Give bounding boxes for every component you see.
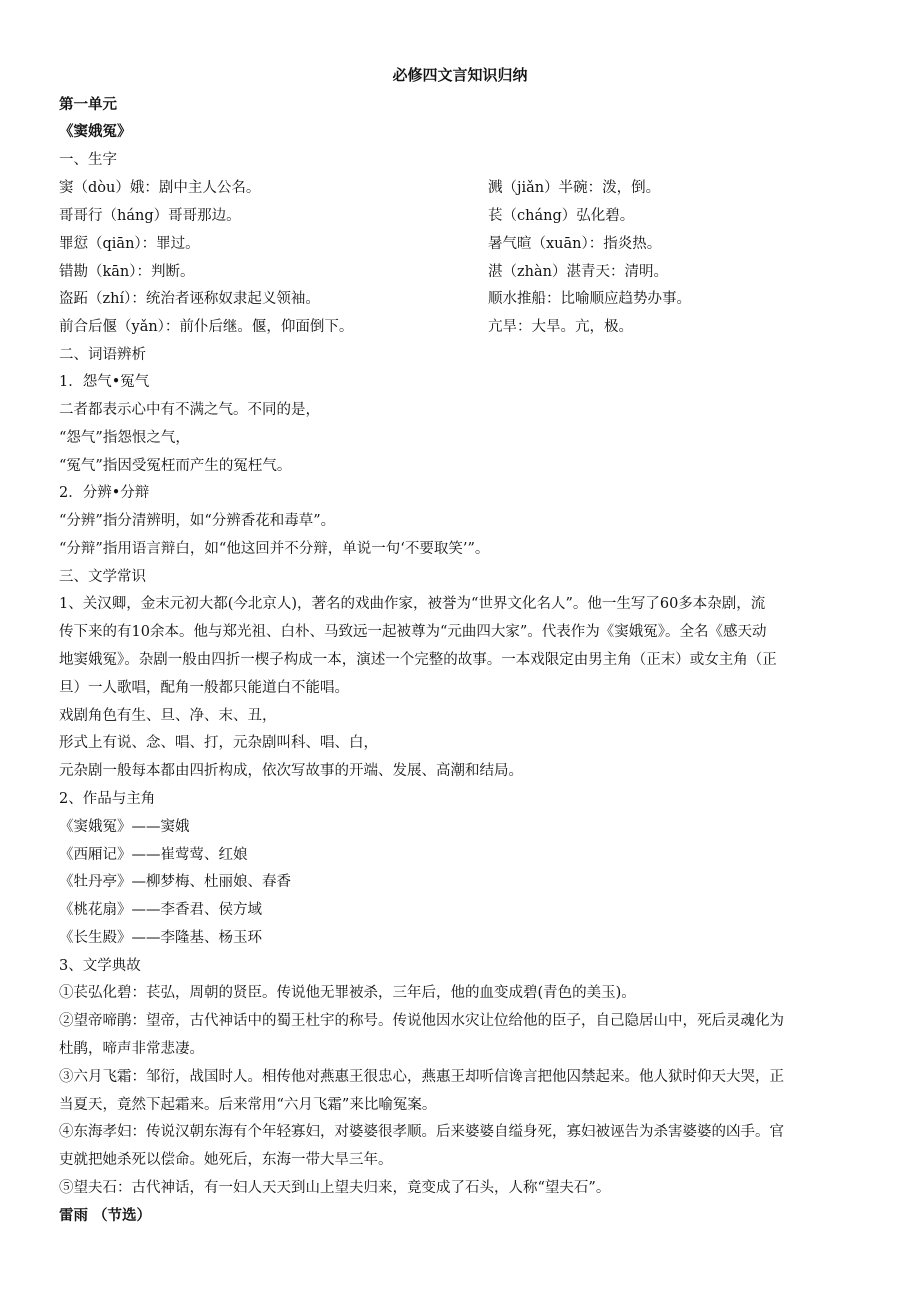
literature-para-line-1: 1、关汉卿，金末元初大都(今北京人)，著名的戏曲作家，被誉为“世界文化名人”。他一生写了60多本杂剧，流 <box>59 596 766 612</box>
allusion-3-line-2: 当夏天，竟然下起霜来。后来常用“六月飞霜”来比喻冤案。 <box>59 1097 437 1113</box>
vocab-right-1: 溅（jiǎn）半碗：泼，倒。 <box>488 180 661 196</box>
work-item-5: 《长生殿》——李隆基、杨玉环 <box>59 930 262 946</box>
vocab-left-1: 窦（dòu）娥：剧中主人公名。 <box>59 180 261 196</box>
allusion-4-line-1: ④东海孝妇：传说汉朝东海有个年轻寡妇，对婆婆很孝顺。后来婆婆自缢身死，寡妇被诬告为杀害婆婆的凶手。官 <box>59 1124 784 1140</box>
work-heading-thunderstorm: 雷雨 （节选） <box>59 1208 152 1224</box>
vocab-left-2: 哥哥行（háng）哥哥那边。 <box>59 208 241 224</box>
allusion-4-line-2: 吏就把她杀死以偿命。她死后，东海一带大旱三年。 <box>59 1152 393 1168</box>
literature-para-line-3: 地窦娥冤》。杂剧一般由四折一楔子构成一本，演述一个完整的故事。一本戏限定由男主角（正末）或女主角（正 <box>59 652 777 668</box>
section-heading-vocab: 一、生字 <box>59 152 117 168</box>
allusion-2-line-1: ②望帝啼鹃：望帝，古代神话中的蜀王杜宇的称号。传说他因水灾让位给他的臣子，自己隐居山中，死后灵魂化为 <box>59 1013 784 1029</box>
works-heading: 2、作品与主角 <box>59 791 156 807</box>
literature-roles: 戏剧角色有生、旦、净、末、丑， <box>59 708 277 724</box>
document-title: 必修四文言知识归纳 <box>392 66 528 84</box>
vocab-right-6: 亢旱：大旱。亢，极。 <box>488 319 633 335</box>
work-heading-dou-e: 《窦娥冤》 <box>59 124 132 140</box>
vocab-right-3: 暑气暄（xuān）：指炎热。 <box>488 236 662 252</box>
vocab-left-4: 错勘（kān）：判断。 <box>59 264 195 280</box>
word-pair-1-line-1: 二者都表示心中有不满之气。不同的是， <box>59 402 320 418</box>
literature-para-line-2: 传下来的有10余本。他与郑光祖、白朴、马致远一起被尊为“元曲四大家”。代表作为《窦娥冤》。全名《感天动 <box>59 624 767 640</box>
vocab-right-4: 湛（zhàn）湛青天：清明。 <box>488 264 668 280</box>
allusion-5: ⑤望夫石：古代神话，有一妇人天天到山上望夫归来，竟变成了石头，人称“望夫石”。 <box>59 1180 611 1196</box>
unit-heading: 第一单元 <box>59 97 117 113</box>
word-pair-2-line-2: “分辩”指用语言辩白，如“他这回并不分辩，单说一句‘不要取笑’”。 <box>59 541 490 557</box>
vocab-right-5: 顺水推船：比喻顺应趋势办事。 <box>488 291 691 307</box>
vocab-left-3: 罪愆（qiān）：罪过。 <box>59 236 200 252</box>
allusion-1: ①苌弘化碧：苌弘，周朝的贤臣。传说他无罪被杀，三年后，他的血变成碧(青色的美玉)。 <box>59 985 636 1001</box>
work-item-3: 《牡丹亭》—柳梦梅、杜丽娘、春香 <box>59 874 291 890</box>
work-item-2: 《西厢记》——崔莺莺、红娘 <box>59 847 248 863</box>
allusion-2-line-2: 杜鹃，啼声非常悲凄。 <box>59 1041 204 1057</box>
vocab-left-5: 盗跖（zhí）：统治者诬称奴隶起义领袖。 <box>59 291 320 307</box>
word-pair-2-title: 2．分辨•分辩 <box>59 485 150 501</box>
literature-para-line-4: 旦）一人歌唱，配角一般都只能道白不能唱。 <box>59 680 349 696</box>
allusion-3-line-1: ③六月飞霜：邹衍，战国时人。相传他对燕惠王很忠心，燕惠王却听信谗言把他囚禁起来。他人狱时仰天大哭，正 <box>59 1069 784 1085</box>
word-pair-1-line-2: “怨气”指怨恨之气， <box>59 430 190 446</box>
word-pair-2-line-1: “分辨”指分清辨明，如“分辨香花和毒草”。 <box>59 513 336 529</box>
work-item-1: 《窦娥冤》——窦娥 <box>59 819 190 835</box>
literature-structure: 元杂剧一般每本都由四折构成，依次写故事的开端、发展、高潮和结局。 <box>59 763 523 779</box>
literature-forms: 形式上有说、念、唱、打，元杂剧叫科、唱、白， <box>59 735 378 751</box>
word-pair-1-title: 1．怨气•冤气 <box>59 374 150 390</box>
section-heading-words: 二、词语辨析 <box>59 347 146 363</box>
vocab-right-2: 苌（cháng）弘化碧。 <box>488 208 635 224</box>
section-heading-literature: 三、文学常识 <box>59 569 146 585</box>
vocab-left-6: 前合后偃（yǎn）：前仆后继。偃，仰面倒下。 <box>59 319 354 335</box>
allusions-heading: 3、文学典故 <box>59 958 141 974</box>
work-item-4: 《桃花扇》——李香君、侯方域 <box>59 902 262 918</box>
word-pair-1-line-3: “冤气”指因受冤枉而产生的冤枉气。 <box>59 458 292 474</box>
